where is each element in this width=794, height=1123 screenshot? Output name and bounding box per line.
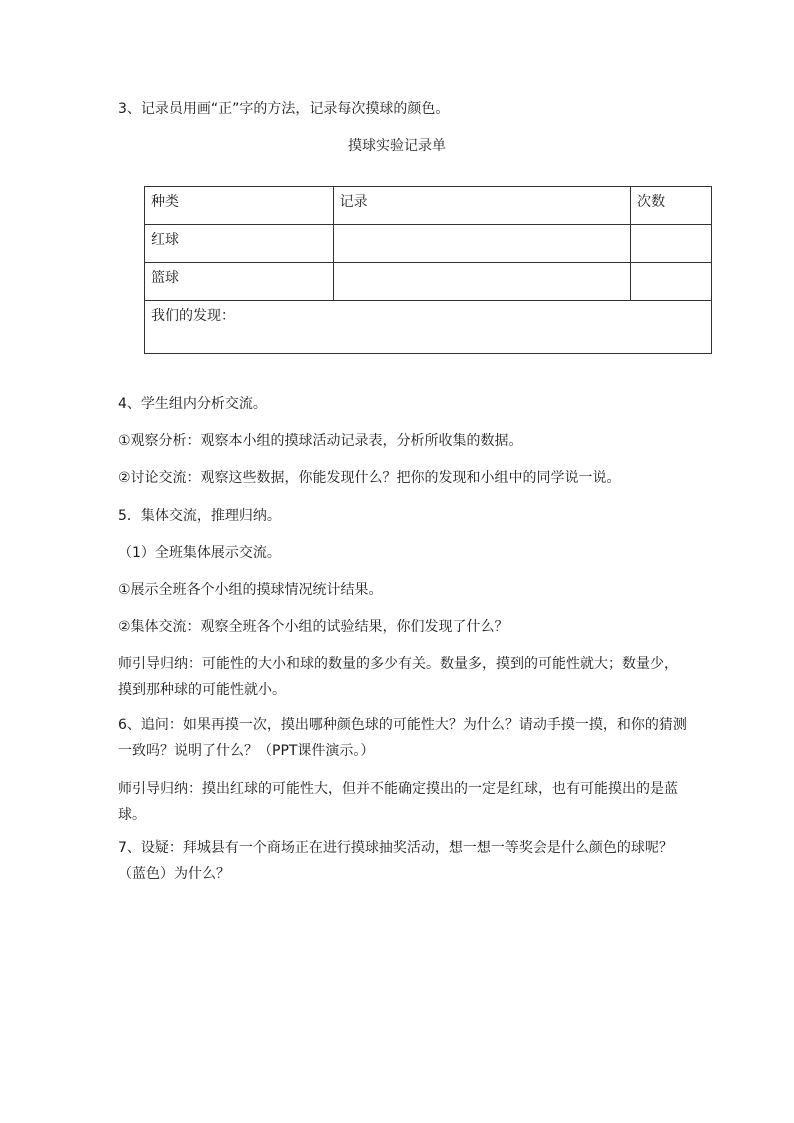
finding-label: 我们的发现： [145, 301, 712, 354]
step3-text: 3、记录员用画“正”字的方法，记录每次摸球的颜色。 [118, 101, 450, 117]
row-kind: 篮球 [145, 263, 334, 301]
step7-text: 7、设疑：拜城县有一个商场正在进行摸球抽奖活动，想一想一等奖会是什么颜色的球呢？（蓝色）为什么？ [118, 840, 673, 882]
row-record [333, 225, 630, 263]
row-count [631, 263, 712, 301]
header-count: 次数 [631, 187, 712, 225]
table-row [145, 225, 712, 263]
finding-row [145, 301, 712, 354]
step5-text: 5．集体交流，推理归纳。 [118, 508, 281, 524]
step4-1-text: ①观察分析：观察本小组的摸球活动记录表，分析所收集的数据。 [118, 433, 523, 449]
step4-2-text: ②讨论交流：观察这些数据，你能发现什么？把你的发现和小组中的同学说一说。 [118, 470, 621, 486]
header-record: 记录 [333, 187, 630, 225]
table-row [145, 263, 712, 301]
row-count [631, 225, 712, 263]
step6-text: 6、追问：如果再摸一次，摸出哪种颜色球的可能性大？为什么？请动手摸一摸，和你的猜测一致吗？说明了什么？（PPT课件演示。） [118, 717, 687, 759]
summary2-text: 师引导归纳：摸出红球的可能性大，但并不能确定摸出的一定是红球，也有可能摸出的是蓝球。 [118, 781, 678, 823]
table-title: 摸球实验记录单 [348, 138, 446, 154]
step5-sub1-text: （1）全班集体展示交流。 [118, 545, 281, 561]
summary1-text: 师引导归纳：可能性的大小和球的数量的多少有关。数量多，摸到的可能性就大；数量少，摸到那种球的可能性就小。 [118, 656, 678, 698]
row-kind: 红球 [145, 225, 334, 263]
row-record [333, 263, 630, 301]
table-header-row [145, 187, 712, 225]
step5-2-text: ②集体交流：观察全班各个小组的试验结果，你们发现了什么？ [118, 619, 509, 635]
header-kind: 种类 [145, 187, 334, 225]
step5-1-text: ①展示全班各个小组的摸球情况统计结果。 [118, 582, 383, 598]
record-table [144, 186, 712, 354]
step4-text: 4、学生组内分析交流。 [118, 396, 267, 412]
